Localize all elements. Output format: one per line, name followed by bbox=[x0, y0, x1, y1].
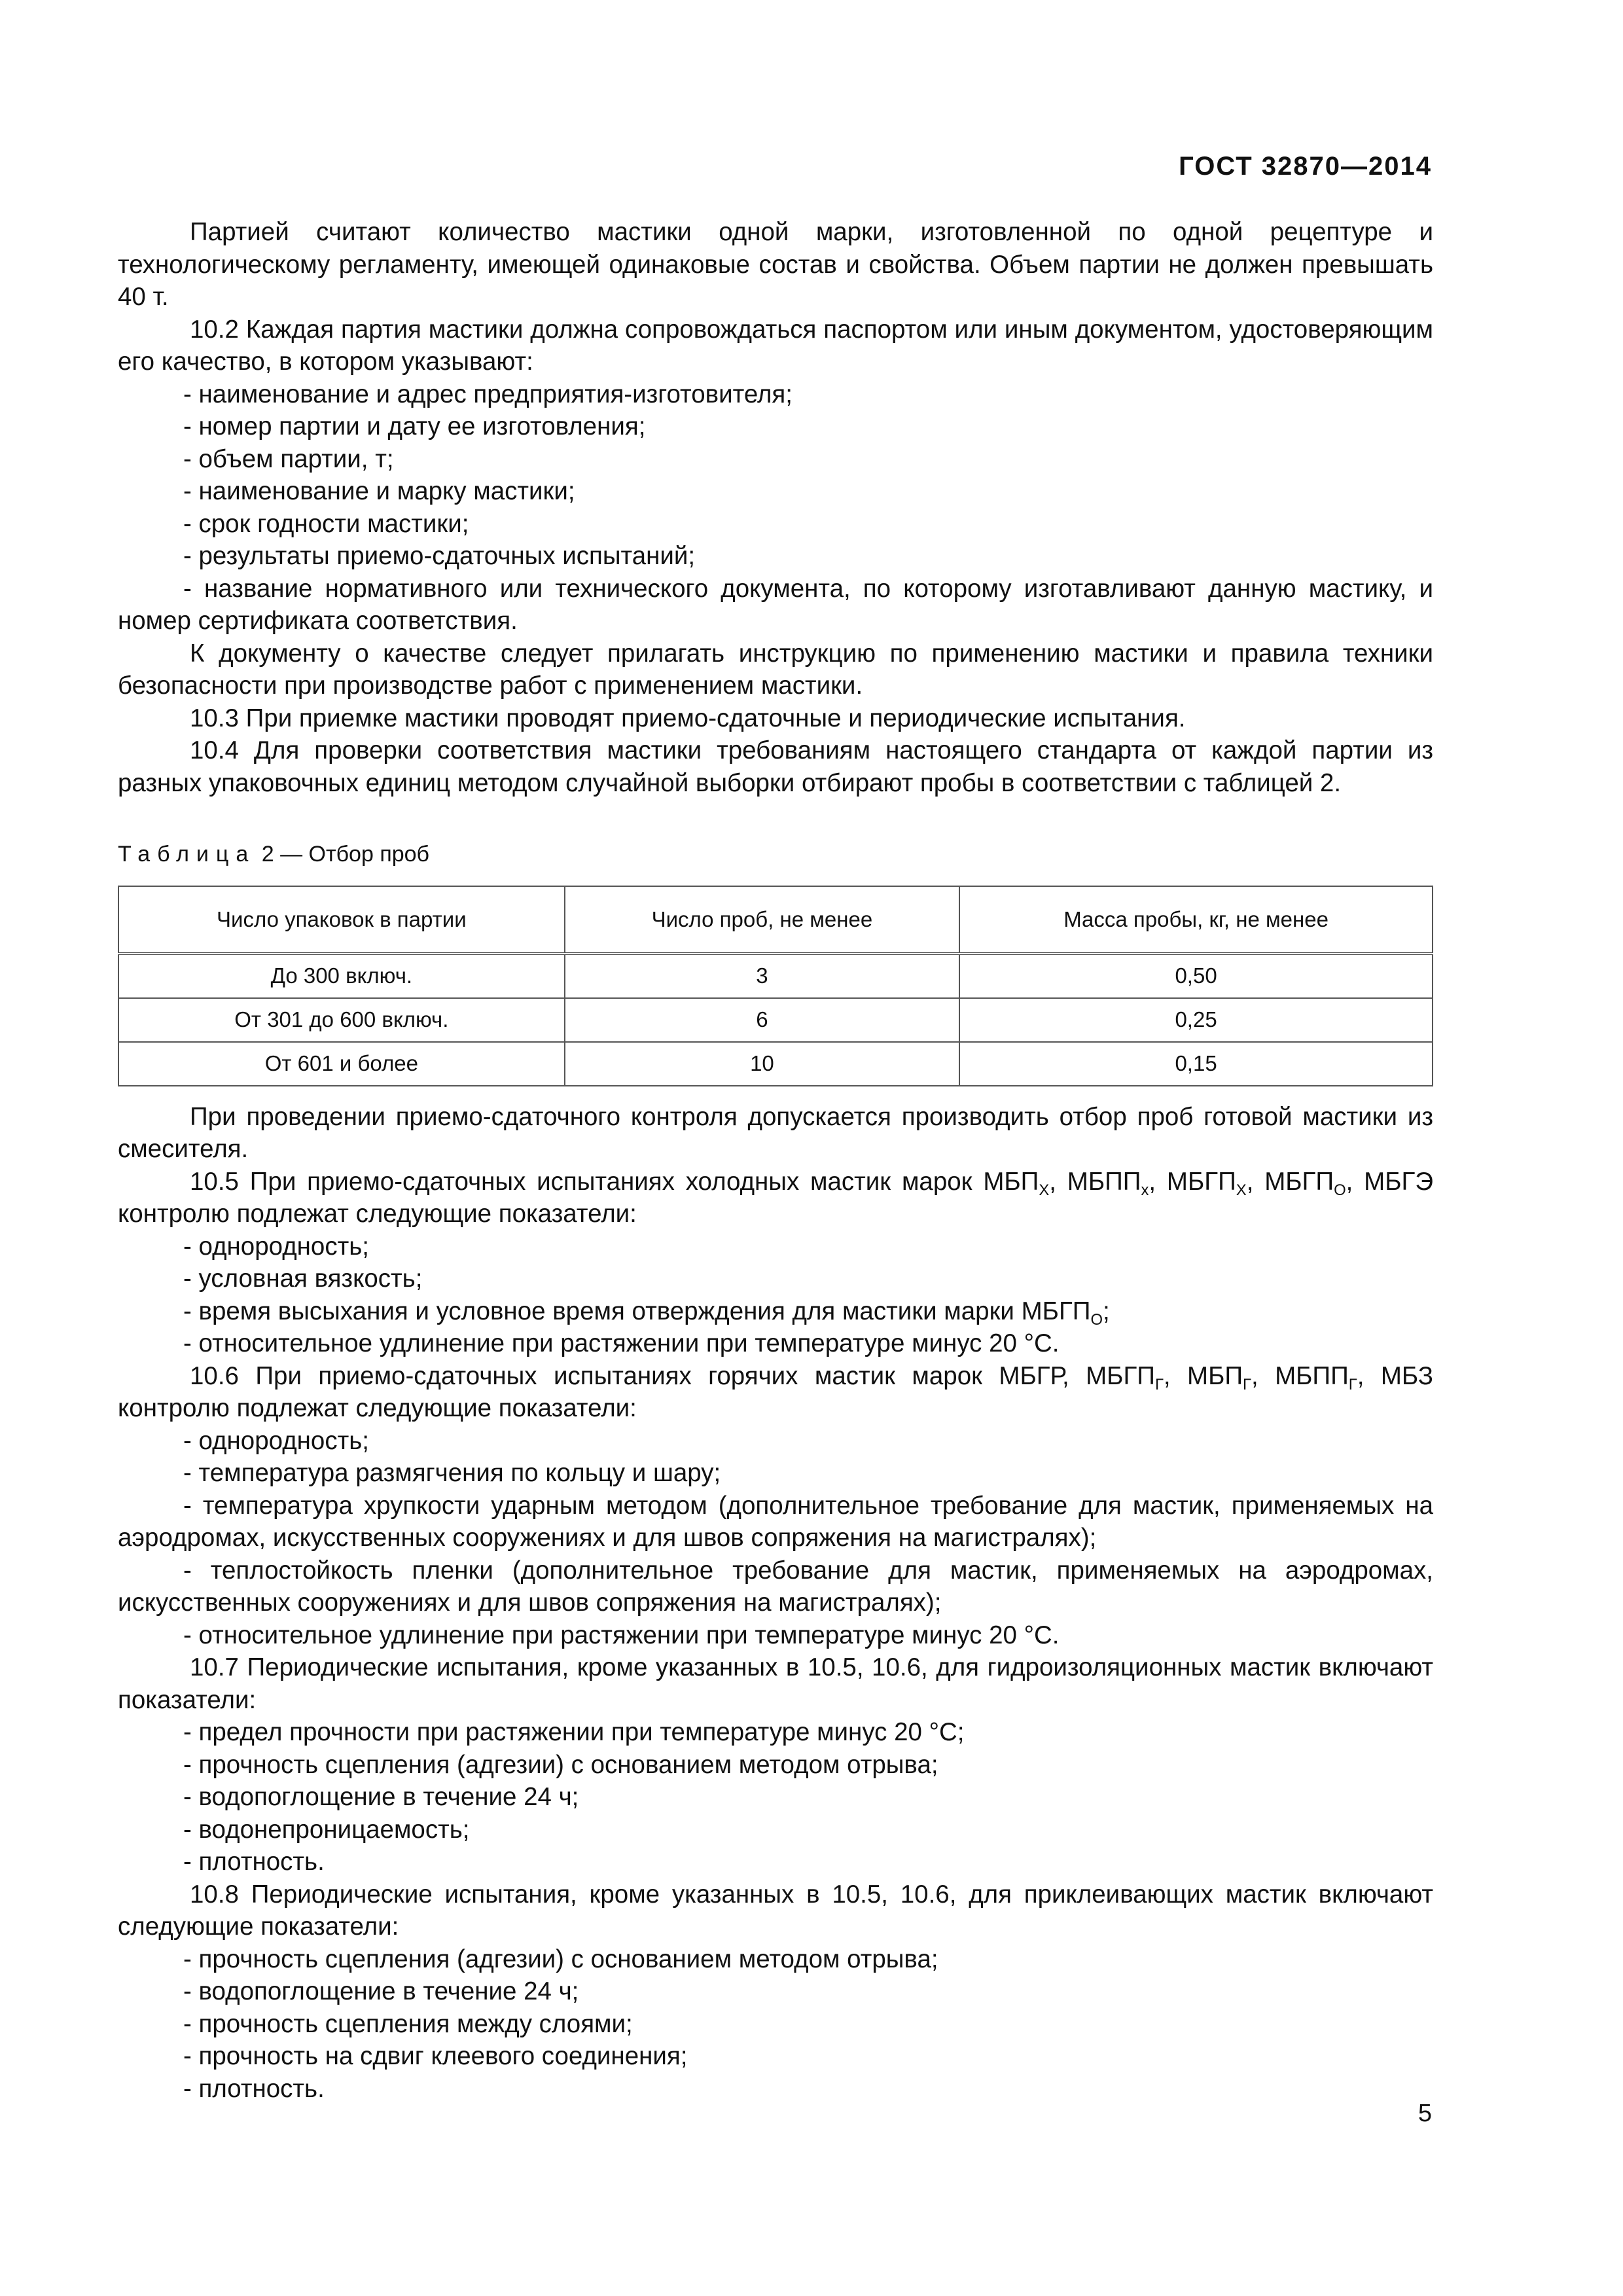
text-fragment: , МБЗ контролю подлежат следующие показатели: bbox=[118, 1361, 1433, 1422]
mixer-sampling-note: При проведении приемо-сдаточного контроля допускается производить отбор проб готовой мастики из смесителя. bbox=[118, 1102, 1433, 1163]
list-item: - теплостойкость пленки (дополнительное требование для мастик, применяемых на аэродромах, искусственных сооружениях и для швов сопряжения на магистралях); bbox=[118, 1556, 1433, 1617]
text-fragment: , МБП bbox=[1163, 1361, 1243, 1390]
list-item: - прочность на сдвиг клеевого соединения; bbox=[183, 2042, 688, 2070]
section-10-3: 10.3 При приемке мастики проводят приемо-сдаточные и периодические испытания. bbox=[190, 704, 1186, 732]
text-fragment: , МБПП bbox=[1049, 1167, 1141, 1196]
table-cell: 0,15 bbox=[959, 1042, 1433, 1086]
table-cell: 0,25 bbox=[959, 998, 1433, 1042]
list-item: - условная вязкость; bbox=[183, 1265, 423, 1293]
grade-subscript: О bbox=[1334, 1181, 1346, 1199]
table-row bbox=[118, 1042, 1433, 1086]
list-item bbox=[118, 1295, 1433, 1328]
list-item: - относительное удлинение при растяжении при температуре минус 20 °С. bbox=[183, 1329, 1060, 1357]
list-item: - прочность сцепления (адгезии) с основанием методом отрыва; bbox=[183, 1945, 938, 1973]
list-item: - наименование и марку мастики; bbox=[183, 477, 575, 505]
table-header-row bbox=[118, 886, 1433, 954]
list-item: - относительное удлинение при растяжении при температуре минус 20 °С. bbox=[183, 1621, 1060, 1649]
grade-subscript: О bbox=[1090, 1310, 1103, 1329]
list-item: - водонепроницаемость; bbox=[183, 1815, 470, 1844]
list-item: - температура хрупкости ударным методом (дополнительное требование для мастик, применяемых на аэродромах, искусственных сооружениях и для швов сопряжения на магистралях); bbox=[118, 1491, 1433, 1552]
table-caption bbox=[118, 838, 1433, 871]
page-number: 5 bbox=[1418, 2100, 1432, 2127]
list-item: - водопоглощение в течение 24 ч; bbox=[183, 1783, 579, 1811]
list-item: - предел прочности при растяжении при температуре минус 20 °С; bbox=[183, 1718, 965, 1746]
sampling-table bbox=[118, 886, 1433, 1086]
grade-subscript: Х bbox=[1236, 1181, 1247, 1199]
text-fragment: 10.6 При приемо-сдаточных испытаниях горячих мастик марок МБГР, МБГП bbox=[190, 1361, 1155, 1390]
grade-subscript: Г bbox=[1154, 1375, 1164, 1393]
batch-definition: Партией считают количество мастики одной марки, изготовленной по одной рецептуре и технологическому регламенту, имеющей одинаковые состав и свойства. Объем партии не должен превышать 40 т. bbox=[118, 218, 1433, 311]
list-item: - плотность. bbox=[183, 1848, 325, 1876]
text-fragment: , МБГЭ контролю подлежат следующие показатели: bbox=[118, 1167, 1434, 1228]
table-cell: 0,50 bbox=[959, 954, 1433, 998]
list-item: - плотность. bbox=[183, 2074, 325, 2103]
grade-subscript: Г bbox=[1348, 1375, 1357, 1393]
text-fragment: ; bbox=[1103, 1297, 1110, 1325]
table-cell: От 601 и более bbox=[118, 1042, 565, 1086]
text-fragment: , МБГП bbox=[1246, 1167, 1334, 1196]
document-body bbox=[118, 216, 1433, 2105]
text-fragment: 10.5 При приемо-сдаточных испытаниях холодных мастик марок МБП bbox=[190, 1167, 1039, 1196]
text-fragment: , МБПП bbox=[1251, 1361, 1349, 1390]
text-fragment: , МБГП bbox=[1149, 1167, 1236, 1196]
section-10-7: 10.7 Периодические испытания, кроме указанных в 10.5, 10.6, для гидроизоляционных мастик включают показатели: bbox=[118, 1653, 1433, 1714]
list-item: - температура размягчения по кольцу и шару; bbox=[183, 1459, 721, 1487]
standard-code: ГОСТ 32870—2014 bbox=[1179, 152, 1432, 181]
grade-subscript: Г bbox=[1243, 1375, 1251, 1393]
column-header: Число упаковок в партии bbox=[118, 886, 565, 954]
text-fragment: - время высыхания и условное время отверждения для мастики марки МБГП bbox=[183, 1297, 1091, 1325]
list-item: - результаты приемо-сдаточных испытаний; bbox=[183, 542, 696, 570]
table-cell: 10 bbox=[565, 1042, 959, 1086]
column-header: Число проб, не менее bbox=[565, 886, 959, 954]
table-caption-prefix: Таблица bbox=[118, 842, 256, 867]
table-cell: До 300 включ. bbox=[118, 954, 565, 998]
list-item: - объем партии, т; bbox=[183, 444, 394, 473]
list-item: - прочность сцепления между слоями; bbox=[183, 2009, 633, 2038]
section-10-8: 10.8 Периодические испытания, кроме указанных в 10.5, 10.6, для приклеивающих мастик включают следующие показатели: bbox=[118, 1880, 1433, 1941]
list-item: - номер партии и дату ее изготовления; bbox=[183, 412, 646, 440]
table-cell: 3 bbox=[565, 954, 959, 998]
table-cell: От 301 до 600 включ. bbox=[118, 998, 565, 1042]
section-10-4: 10.4 Для проверки соответствия мастики требованиям настоящего стандарта от каждой партии из разных упаковочных единиц методом случайной выборки отбирают пробы в соответствии с таблицей 2. bbox=[118, 736, 1433, 797]
list-item: - название нормативного или технического документа, по которому изготавливают данную мастику, и номер сертификата соответствия. bbox=[118, 574, 1433, 635]
column-header: Масса пробы, кг, не менее bbox=[959, 886, 1433, 954]
list-item: - однородность; bbox=[183, 1232, 369, 1261]
list-item: - однородность; bbox=[183, 1426, 369, 1455]
section-10-5 bbox=[118, 1166, 1433, 1230]
grade-subscript: Х bbox=[1039, 1181, 1050, 1199]
section-10-6 bbox=[118, 1360, 1433, 1425]
list-item: - наименование и адрес предприятия-изготовителя; bbox=[183, 380, 793, 408]
table-row bbox=[118, 998, 1433, 1042]
table-cell: 6 bbox=[565, 998, 959, 1042]
quality-document-note: К документу о качестве следует прилагать инструкцию по применению мастики и правила техники безопасности при производстве работ с применением мастики. bbox=[118, 639, 1433, 700]
grade-subscript: х bbox=[1141, 1181, 1149, 1199]
section-10-2: 10.2 Каждая партия мастики должна сопровождаться паспортом или иным документом, удостоверяющим его качество, в котором указывают: bbox=[118, 315, 1433, 376]
table-caption-text: 2 — Отбор проб bbox=[255, 842, 430, 867]
list-item: - водопоглощение в течение 24 ч; bbox=[183, 1977, 579, 2005]
table-row bbox=[118, 954, 1433, 998]
list-item: - срок годности мастики; bbox=[183, 509, 469, 538]
list-item: - прочность сцепления (адгезии) с основанием методом отрыва; bbox=[183, 1750, 938, 1779]
